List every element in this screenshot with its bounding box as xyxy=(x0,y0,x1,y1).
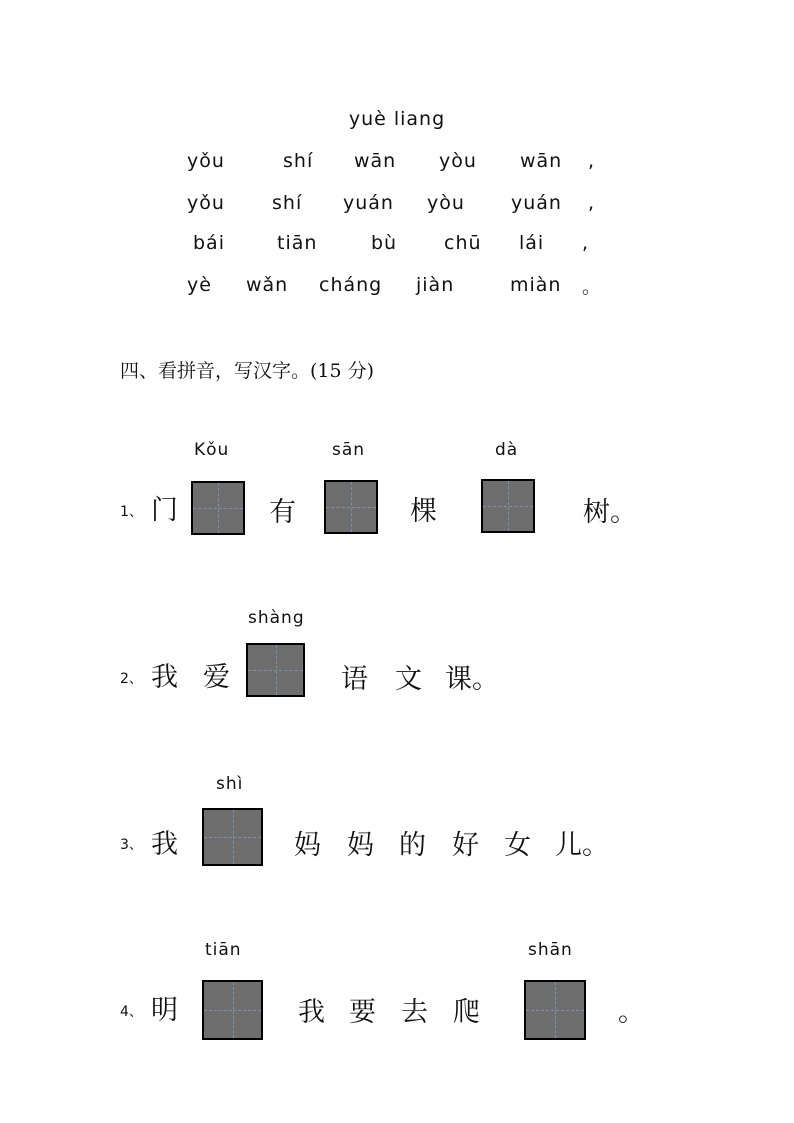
pinyin-prompt: shì xyxy=(216,774,244,794)
pinyin-syllable: jiàn xyxy=(416,274,455,296)
answer-box[interactable] xyxy=(202,980,263,1040)
hanzi: 语 xyxy=(341,664,368,695)
hanzi: 我 xyxy=(151,662,178,693)
pinyin-syllable: shí xyxy=(272,192,303,214)
pinyin-syllable: shí xyxy=(283,150,314,172)
question-number: 1、 xyxy=(120,504,143,520)
pinyin-syllable: chū xyxy=(444,232,482,254)
pinyin-syllable: wǎn xyxy=(246,274,289,296)
pinyin-prompt: shān xyxy=(528,940,573,960)
punctuation: 。 xyxy=(618,997,645,1028)
pinyin-prompt: tiān xyxy=(205,940,242,960)
answer-box[interactable] xyxy=(481,479,535,533)
hanzi: 妈 xyxy=(347,830,374,861)
pinyin-syllable: yòu xyxy=(439,150,477,172)
punctuation: 。 xyxy=(582,276,603,298)
pinyin-syllable: yè xyxy=(187,274,212,296)
pinyin-prompt: sān xyxy=(332,440,366,460)
punctuation: , xyxy=(582,232,590,254)
answer-box[interactable] xyxy=(324,480,378,534)
poem-title: yuè liang xyxy=(348,108,446,130)
hanzi: 爬 xyxy=(453,997,480,1028)
section-heading: 四、看拼音，写汉字。(15 分) xyxy=(120,360,375,382)
pinyin-syllable: yuán xyxy=(511,192,562,214)
hanzi: 我 xyxy=(151,829,178,860)
pinyin-syllable: cháng xyxy=(319,274,383,296)
hanzi: 要 xyxy=(349,997,376,1028)
punctuation: , xyxy=(588,150,596,172)
hanzi: 爱 xyxy=(203,662,230,693)
hanzi: 好 xyxy=(452,830,479,861)
pinyin-syllable: wān xyxy=(520,150,563,172)
pinyin-syllable: tiān xyxy=(277,232,318,254)
pinyin-syllable: yòu xyxy=(427,192,465,214)
hanzi: 有 xyxy=(269,497,296,528)
hanzi: 棵 xyxy=(410,496,437,527)
pinyin-syllable: yǒu xyxy=(187,150,225,172)
question-number: 4、 xyxy=(120,1004,143,1020)
answer-box[interactable] xyxy=(191,481,245,535)
hanzi: 明 xyxy=(151,995,178,1026)
question-number: 3、 xyxy=(120,837,143,853)
hanzi: 儿。 xyxy=(555,830,609,861)
hanzi: 女 xyxy=(504,830,531,861)
hanzi: 课。 xyxy=(445,664,499,695)
answer-box[interactable] xyxy=(202,808,263,866)
pinyin-prompt: dà xyxy=(495,440,519,460)
hanzi: 文 xyxy=(395,664,422,695)
hanzi: 妈 xyxy=(294,830,321,861)
pinyin-syllable: bù xyxy=(371,232,398,254)
answer-box[interactable] xyxy=(246,643,305,697)
pinyin-prompt: Kǒu xyxy=(194,440,230,460)
hanzi: 树。 xyxy=(583,497,637,528)
hanzi: 我 xyxy=(298,997,325,1028)
pinyin-syllable: bái xyxy=(193,232,225,254)
pinyin-syllable: lái xyxy=(519,232,545,254)
pinyin-syllable: yǒu xyxy=(187,192,225,214)
pinyin-syllable: miàn xyxy=(510,274,562,296)
answer-box[interactable] xyxy=(524,980,586,1040)
pinyin-syllable: wān xyxy=(354,150,397,172)
hanzi: 门 xyxy=(151,495,178,526)
pinyin-syllable: yuán xyxy=(343,192,394,214)
hanzi: 去 xyxy=(401,997,428,1028)
pinyin-prompt: shàng xyxy=(248,608,305,628)
question-number: 2、 xyxy=(120,671,143,687)
punctuation: , xyxy=(588,192,596,214)
hanzi: 的 xyxy=(399,830,426,861)
